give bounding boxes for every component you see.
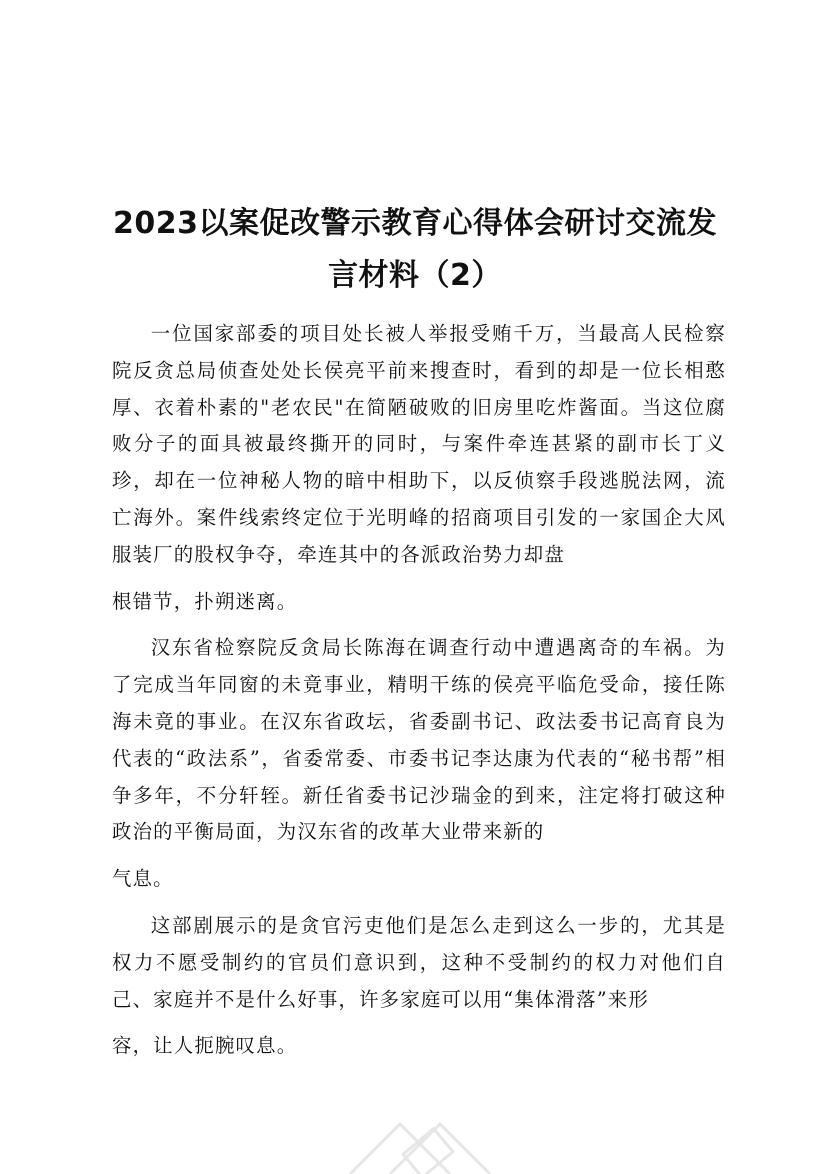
paragraph-1-last-line: 根错节，扑朔迷离。	[112, 589, 298, 613]
paragraph-1	[112, 316, 726, 620]
paragraph-2-last-line: 气息。	[112, 867, 174, 891]
paragraph-2-text: 汉东省检察院反贪局长陈海在调查行动中遭遇离奇的车祸。为了完成当年同窗的未竟事业，精明干练的侯亮平临危受命，接任陈海未竟的事业。在汉东省政坛，省委副书记、政法委书记高育良为代表的“政法系”，省委常委、市委书记李达康为代表的“秘书帮”相争多年，不分轩轾。新任省委书记沙瑞金的到来，注定将打破这种政治的平衡局面，为汉东省的改革大业带来新的	[112, 636, 726, 844]
title-line-1: 2023以案促改警示教育心得体会研讨交流发	[113, 206, 717, 241]
paragraph-3	[112, 908, 726, 1065]
paragraph-2	[112, 630, 726, 898]
document-title	[110, 198, 720, 302]
title-line-2: 言材料（2）	[328, 258, 502, 293]
paragraph-3-text: 这部剧展示的是贪官污吏他们是怎么走到这么一步的，尤其是权力不愿受制约的官员们意识到，这种不受制约的权力对他们自己、家庭并不是什么好事，许多家庭可以用“集体滑落”来形	[112, 913, 726, 1011]
watermark-logo	[330, 1080, 510, 1174]
document-body	[112, 316, 726, 1075]
paragraph-3-last-line: 容，让人扼腕叹息。	[112, 1034, 298, 1058]
paragraph-1-text: 一位国家部委的项目处长被人举报受贿千万，当最高人民检察院反贪总局侦查处处长侯亮平前来搜查时，看到的却是一位长相憨厚、衣着朴素的"老农民"在简陋破败的旧房里吃炸酱面。当这位腐败分子的面具被最终撕开的同时，与案件牵连甚紧的副市长丁义珍，却在一位神秘人物的暗中相助下，以反侦察手段逃脱法网，流亡海外。案件线索终定位于光明峰的招商项目引发的一家国企大风服装厂的股权争夺，牵连其中的各派政治势力却盘	[112, 322, 726, 566]
